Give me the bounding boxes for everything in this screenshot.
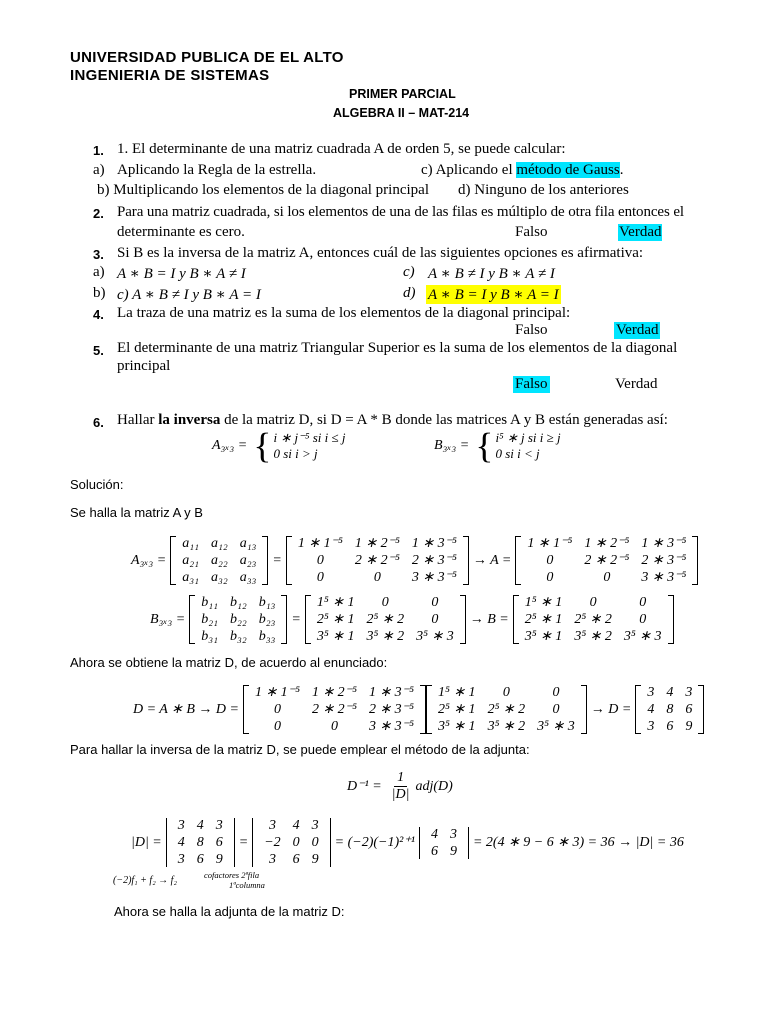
matrix-cell: 6 [685,702,693,717]
matrix-cell: 0 [330,719,338,734]
A-def-brace: { [253,426,272,466]
solution-step3: Para hallar la inversa de la matriz D, se puede emplear el método de la adjunta: [70,742,530,757]
matrix-row [311,594,460,611]
matrix-cell: 2 ∗ 3⁻⁵ [368,702,414,717]
matrix-cell: 1⁵ ∗ 1 [524,595,563,610]
matrix-cell: 0 [316,553,324,568]
inv-denominator: |D| [391,787,410,802]
q6-text-pre: Hallar [117,412,155,428]
q4-true: Verdad [616,322,659,338]
cofactor-note-2: 1ªcolumna [229,880,265,890]
matrix-cell: 3⁵ ∗ 3 [623,629,662,644]
q1-text: 1. El determinante de una matriz cuadrada A de orden 5, se puede calcular: [117,141,566,157]
matrix-cell: 3 [177,852,185,867]
matrix-row [195,594,281,611]
q3-number: 3. [93,247,104,262]
A-def-cases [273,430,345,462]
q1-number: 1. [93,143,104,158]
q5-false: Falso [515,376,548,392]
A-generic-matrix [170,535,268,586]
matrix-row [176,552,262,569]
matrix-cell: 3 [268,818,276,833]
matrix-cell: 6 [292,852,300,867]
q4-false: Falso [515,322,548,338]
B-case1: i⁵ ∗ j si i ≥ j [495,430,561,445]
B-def-cases [495,430,560,462]
course-title: ALGEBRA II – MAT-214 [333,106,470,120]
matrix-cell: a₁₃ [239,536,257,551]
inv-fraction [389,770,413,803]
q3-c-label: c) [403,264,415,280]
matrix-cell: a₁₁ [182,536,199,551]
matrix-row [425,826,463,843]
solution-label: Solución: [70,477,124,492]
q1-b-text: b) Multiplicando los elementos de la diagonal principal [97,182,429,198]
D-result-matrix [635,684,704,735]
matrix-row [195,628,281,645]
matrix-table [172,817,229,868]
B-lhs: B₃ₓ₃ = [150,611,186,627]
matrix-cell: b₃₃ [258,629,276,644]
matrix-cell: 2 ∗ 2⁻⁵ [584,553,630,568]
q6-text-bold: la inversa [158,412,221,428]
matrix-cell: 8 [666,702,674,717]
matrix-cell: 3⁵ ∗ 2 [366,629,405,644]
q3-a-label: a) [93,264,105,280]
row-operation-note: (−2)f₁ + f₂ → f₂ [113,875,177,886]
matrix-row [641,684,698,701]
matrix-cell: 8 [196,835,204,850]
matrix-table [195,594,281,645]
matrix-table [519,594,668,645]
matrix-cell: 3 [685,685,693,700]
matrix-cell: 3⁵ ∗ 1 [316,629,355,644]
matrix-cell: 0 [431,595,439,610]
matrix-cell: 0 [603,570,611,585]
D-lhs: D = A ∗ B → D = [133,702,239,717]
matrix-row [258,851,324,868]
det-cofactor: = (−2)(−1)²⁺¹ [334,835,415,850]
q4-text: La traza de una matriz es la suma de los elementos de la diagonal principal: [117,305,571,321]
matrix-cell: 3 [311,818,319,833]
solution-step2: Ahora se obtiene la matriz D, de acuerdo al enunciado: [70,655,388,670]
q3-c-expr: A ∗ B ≠ I y B ∗ A ≠ I [428,266,555,282]
matrix-cell: 2⁵ ∗ 2 [574,612,612,627]
matrix-row [292,535,463,552]
B-def-lhs: B₃ₓ₃ = [434,438,470,453]
matrix-cell: 9 [449,843,457,859]
matrix-row [249,701,420,718]
matrix-cell: b₁₁ [201,595,218,610]
matrix-cell: 6 [215,835,223,850]
matrix-cell: 4 [177,835,185,850]
A-matrix-equation: A₃ₓ₃ = a₁₁ a₁₂ a₁₃ a₂₁ a₂₂ a₂₃ a₃₁ a₃₂ a₃₃ = 1 ∗ 1⁻⁵ 1 ∗ 2⁻⁵ 1 ∗ 3⁻⁵ 0 2 ∗ 2⁻⁵ 2 ∗ 3⁻⁵ 0 0 3 ∗ 3⁻⁵ → A = 1 ∗ 1⁻⁵ 1 ∗ 2⁻⁵ 1 ∗ 3⁻⁵ 0 2 ∗ 2⁻⁵ 2 ∗ 3⁻⁵ 0 0 3 ∗ 3⁻⁵ [127,535,698,586]
B-definition [430,426,561,466]
q2-false: Falso [515,224,548,240]
inverse-formula [343,770,457,803]
matrix-cell: 1 ∗ 1⁻⁵ [254,685,300,700]
matrix-cell: b₂₂ [229,612,247,627]
q1-c-end: . [619,162,624,178]
A-definition [208,426,346,466]
matrix-cell: 3 [215,818,223,833]
q1-c-highlight: método de Gauss [516,162,620,178]
matrix-cell: 3 ∗ 3⁻⁵ [411,570,457,585]
matrix-cell: 0 [381,595,389,610]
matrix-row [258,817,324,834]
matrix-row [432,701,581,718]
matrix-cell: 0 [292,835,300,850]
q3-b-expr: c) A ∗ B ≠ I y B ∗ A = I [117,287,261,303]
B-arrow: → B = [469,611,509,627]
matrix-cell: 1 ∗ 1⁻⁵ [527,536,573,551]
matrix-cell: 2⁵ ∗ 2 [487,702,526,717]
matrix-cell: a₂₂ [210,553,228,568]
matrix-cell: 0 [316,570,324,585]
matrix-cell: 2 ∗ 3⁻⁵ [641,553,687,568]
matrix-cell: 4 [196,818,204,833]
B-result-matrix [513,594,674,645]
matrix-cell: 4 [292,818,300,833]
determinant-equation: |D| = 3 4 3 4 8 6 3 6 9 = 3 4 3 −2 0 0 3 6 9 = (−2)(−1)²⁺¹ 4 3 6 9 = 2(4 ∗ 9 − 6 ∗ 3) = 36 → |D| = 36 [131,818,684,867]
q6-number: 6. [93,415,104,430]
solution-step4: Ahora se halla la adjunta de la matriz D: [114,904,345,919]
matrix-row [425,843,463,860]
matrix-row [519,611,668,628]
q6-text [117,412,668,429]
matrix-cell: 3⁵ ∗ 1 [524,629,563,644]
matrix-cell: a₃₂ [210,570,228,585]
inv-lhs: D⁻¹ = [347,779,382,794]
q2-number: 2. [93,206,104,221]
q3-d-label: d) [403,285,416,301]
D-A-factor [243,684,426,735]
matrix-cell: b₁₂ [229,595,247,610]
q3-b-label: b) [93,285,106,301]
matrix-cell: 4 [666,685,674,700]
career-title: INGENIERIA DE SISTEMAS [70,67,270,84]
matrix-cell: a₃₃ [239,570,257,585]
matrix-cell: 6 [666,719,674,734]
matrix-cell: 2⁵ ∗ 2 [366,612,405,627]
matrix-cell: 2⁵ ∗ 1 [524,612,563,627]
matrix-row [519,628,668,645]
matrix-cell: 2⁵ ∗ 1 [316,612,355,627]
matrix-cell: 1 ∗ 3⁻⁵ [411,536,457,551]
matrix-cell: 0 [552,685,560,700]
matrix-cell: 0 [311,835,319,850]
matrix-table [425,826,463,860]
A-lhs: A₃ₓ₃ = [131,552,167,568]
q1-c-option [421,162,623,179]
matrix-cell: 9 [215,852,223,867]
matrix-cell: a₃₁ [182,570,199,585]
matrix-cell: 6 [196,852,204,867]
matrix-row [521,535,692,552]
matrix-row [249,684,420,701]
university-title: UNIVERSIDAD PUBLICA DE EL ALTO [70,49,344,66]
matrix-cell: −2 [264,835,281,850]
q1-d-text: d) Ninguno de los anteriores [458,182,629,198]
matrix-cell: 2 ∗ 2⁻⁵ [311,702,357,717]
matrix-cell: 3 ∗ 3⁻⁵ [368,719,414,734]
matrix-row [641,718,698,735]
matrix-cell: 3⁵ ∗ 3 [537,719,575,734]
A-def-lhs: A₃ₓ₃ = [212,438,248,453]
D-equation [129,684,704,735]
matrix-table [432,684,581,735]
matrix-table [176,535,262,586]
q2-line1: Para una matriz cuadrada, si los elementos de una de las filas es múltiplo de otra fila entonces el [117,204,684,220]
matrix-cell: 2⁵ ∗ 1 [437,702,476,717]
solution-step1: Se halla la matriz A y B [70,505,203,520]
inv-numerator: 1 [394,770,407,787]
matrix-cell: 1 ∗ 2⁻⁵ [311,685,357,700]
B-generic-matrix [189,594,287,645]
matrix-cell: 2 ∗ 3⁻⁵ [411,553,457,568]
matrix-row [195,611,281,628]
matrix-table [641,684,698,735]
matrix-cell: 0 [273,702,281,717]
matrix-row [432,684,581,701]
q1-a-text: Aplicando la Regla de la estrella. [117,162,317,178]
matrix-row [519,594,668,611]
matrix-row [172,851,229,868]
matrix-cell: 3⁵ ∗ 3 [416,629,454,644]
matrix-cell: 3⁵ ∗ 1 [437,719,476,734]
matrix-cell: 0 [546,570,554,585]
matrix-row [176,569,262,586]
matrix-cell: 4 [647,702,655,717]
matrix-cell: 3 ∗ 3⁻⁵ [641,570,687,585]
matrix-cell: 1 ∗ 2⁻⁵ [354,536,400,551]
det-matrix-1 [166,817,235,868]
B-def-brace: { [475,426,494,466]
matrix-row [432,718,581,735]
matrix-cell: 0 [546,553,554,568]
q1-c-text: c) Aplicando el [421,162,513,178]
det-lhs: |D| = [131,834,162,850]
matrix-cell: 0 [502,685,510,700]
matrix-cell: 0 [552,702,560,717]
matrix-cell: 1 ∗ 3⁻⁵ [641,536,687,551]
matrix-cell: 1 ∗ 1⁻⁵ [297,536,343,551]
matrix-cell: 0 [589,595,597,610]
B-case2: 0 si i < j [495,446,540,461]
matrix-cell: 0 [639,595,647,610]
matrix-cell: 6 [430,843,438,859]
matrix-row [641,701,698,718]
matrix-cell: 0 [373,570,381,585]
matrix-cell: b₂₃ [258,612,276,627]
matrix-cell: b₁₃ [258,595,276,610]
q2-true: Verdad [619,224,662,240]
B-values-matrix [305,594,466,645]
matrix-cell: 1 ∗ 3⁻⁵ [368,685,414,700]
q1-a-label: a) [93,162,105,178]
matrix-cell: 1⁵ ∗ 1 [437,685,476,700]
matrix-cell: 3 [177,818,185,833]
matrix-row [172,817,229,834]
matrix-row [292,569,463,586]
D-arrow: → D = [590,701,632,717]
det-matrix-2 [252,817,330,868]
matrix-cell: 3⁵ ∗ 2 [487,719,526,734]
det-result: = 2(4 ∗ 9 − 6 ∗ 3) = 36 → |D| = 36 [472,835,684,850]
matrix-cell: 3 [647,685,655,700]
matrix-row [292,552,463,569]
q5-line1: El determinante de una matriz Triangular Superior es la suma de los elementos de la diagonal [117,340,678,356]
q3-a-expr: A ∗ B = I y B ∗ A ≠ I [117,266,246,282]
q5-true: Verdad [615,376,658,392]
q2-line2: determinante es cero. [117,224,245,240]
B-matrix-equation: B₃ₓ₃ = b₁₁ b₁₂ b₁₃ b₂₁ b₂₂ b₂₃ b₃₁ b₃₂ b₃₃ = 1⁵ ∗ 1 0 0 2⁵ ∗ 1 2⁵ ∗ 2 0 3⁵ ∗ 1 3⁵ ∗ 2 3⁵ ∗ 3 → B = 1⁵ ∗ 1 0 0 2⁵ ∗ 1 2⁵ ∗ 2 0 3⁵ ∗ 1 3⁵ ∗ 2 3⁵ ∗ 3 [146,594,674,645]
q5-line2: principal [117,358,171,374]
q3-d-expr: A ∗ B = I y B ∗ A = I [428,287,559,303]
matrix-cell: 3 [647,719,655,734]
matrix-cell: b₂₁ [201,612,218,627]
matrix-row [311,611,460,628]
matrix-cell: a₂₁ [182,553,199,568]
matrix-cell: 0 [431,612,439,627]
A-result-matrix [515,535,698,586]
q5-number: 5. [93,343,104,358]
matrix-cell: 3 [449,826,457,842]
matrix-cell: a₂₃ [239,553,257,568]
A-case2: 0 si i > j [273,446,318,461]
matrix-row [172,834,229,851]
matrix-cell: 0 [273,719,281,734]
matrix-cell: 2 ∗ 2⁻⁵ [354,553,400,568]
matrix-row [521,569,692,586]
matrix-cell: 1⁵ ∗ 1 [316,595,355,610]
matrix-cell: b₃₁ [201,629,218,644]
exam-title: PRIMER PARCIAL [349,87,456,101]
det-minor [419,826,469,860]
A-arrow: → A = [472,552,512,568]
A-values-matrix [286,535,469,586]
cofactor-note-1: cofactores 2ªfila [204,870,260,880]
matrix-cell: a₁₂ [210,536,228,551]
matrix-cell: 9 [685,719,693,734]
inv-rhs: adj(D) [415,778,453,794]
matrix-table [292,535,463,586]
matrix-cell: 0 [639,612,647,627]
matrix-row [311,628,460,645]
matrix-row [521,552,692,569]
matrix-cell: 4 [430,826,438,842]
matrix-row [176,535,262,552]
q6-text-post: de la matriz D, si D = A * B donde las matrices A y B están generadas así: [224,412,668,428]
matrix-cell: 3⁵ ∗ 2 [574,629,612,644]
matrix-row [249,718,420,735]
A-case1: i ∗ j⁻⁵ si i ≤ j [273,430,346,445]
matrix-cell: 9 [311,852,319,867]
matrix-row [258,834,324,851]
q3-text: Si B es la inversa de la matriz A, entonces cuál de las siguientes opciones es afirmativa: [117,245,644,261]
matrix-table [249,684,420,735]
matrix-table [521,535,692,586]
matrix-table [258,817,324,868]
q4-number: 4. [93,307,104,322]
matrix-cell: 1 ∗ 2⁻⁵ [584,536,630,551]
matrix-cell: 3 [268,852,276,867]
D-B-factor [426,684,587,735]
matrix-cell: b₃₂ [229,629,247,644]
matrix-table [311,594,460,645]
